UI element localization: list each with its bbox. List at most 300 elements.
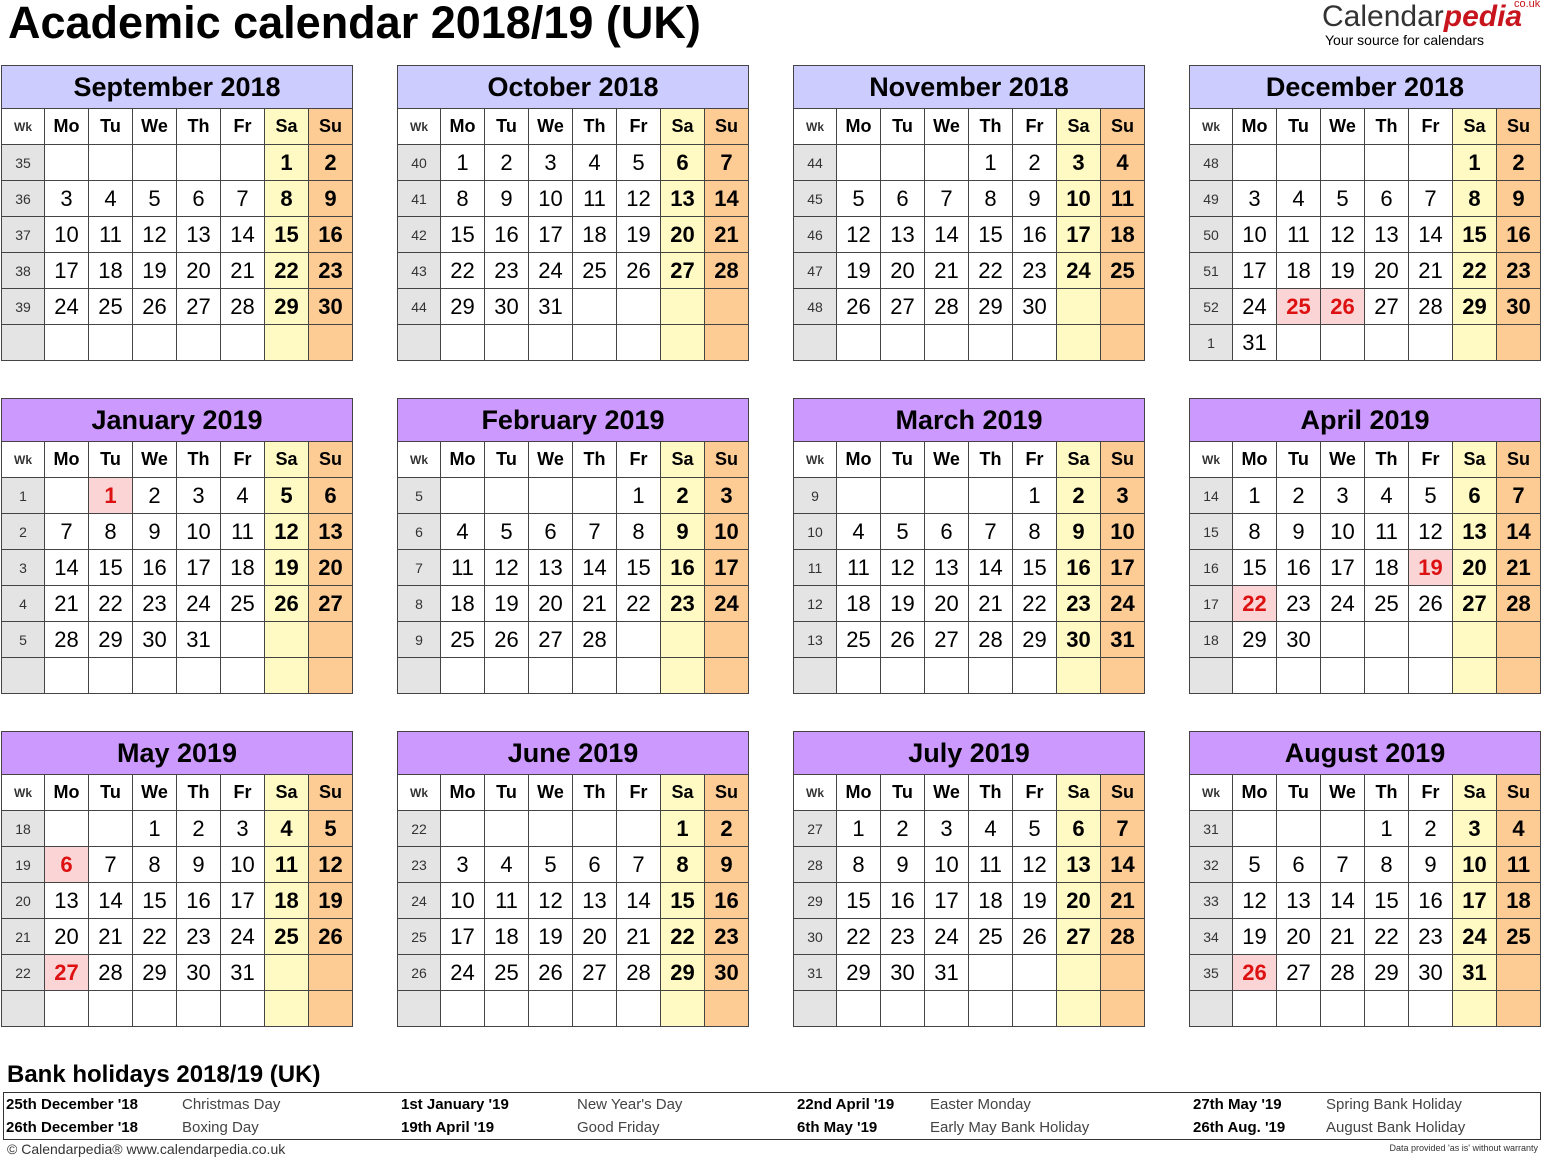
day-cell[interactable]: 6 [529, 514, 573, 550]
day-cell[interactable]: 4 [573, 145, 617, 181]
day-cell[interactable]: 23 [705, 919, 749, 955]
day-cell[interactable]: 20 [45, 919, 89, 955]
day-cell[interactable]: 24 [1057, 253, 1101, 289]
day-cell[interactable]: 26 [529, 955, 573, 991]
day-cell[interactable]: 19 [1013, 883, 1057, 919]
day-cell[interactable]: 11 [1101, 181, 1145, 217]
day-cell[interactable]: 24 [1233, 289, 1277, 325]
day-cell[interactable]: 5 [265, 478, 309, 514]
day-cell[interactable]: 22 [1013, 586, 1057, 622]
day-cell[interactable]: 29 [265, 289, 309, 325]
day-cell[interactable]: 7 [221, 181, 265, 217]
day-cell[interactable]: 3 [1057, 145, 1101, 181]
day-cell[interactable]: 11 [573, 181, 617, 217]
day-cell[interactable]: 24 [925, 919, 969, 955]
day-cell[interactable]: 4 [1277, 181, 1321, 217]
day-cell[interactable]: 26 [1409, 586, 1453, 622]
day-cell[interactable]: 24 [529, 253, 573, 289]
day-cell[interactable]: 19 [1233, 919, 1277, 955]
day-cell[interactable]: 4 [1365, 478, 1409, 514]
day-cell[interactable]: 12 [309, 847, 353, 883]
day-cell[interactable]: 6 [573, 847, 617, 883]
day-cell[interactable]: 6 [1453, 478, 1497, 514]
day-cell[interactable]: 6 [1057, 811, 1101, 847]
day-cell[interactable]: 21 [617, 919, 661, 955]
day-cell[interactable]: 7 [1101, 811, 1145, 847]
day-cell[interactable]: 12 [265, 514, 309, 550]
day-cell[interactable]: 19 [837, 253, 881, 289]
day-cell[interactable]: 25 [485, 955, 529, 991]
day-cell[interactable]: 25 [441, 622, 485, 658]
day-cell[interactable]: 13 [1277, 883, 1321, 919]
day-cell[interactable]: 30 [1409, 955, 1453, 991]
day-cell[interactable]: 28 [1497, 586, 1541, 622]
day-cell[interactable]: 28 [1409, 289, 1453, 325]
day-cell[interactable]: 29 [1365, 955, 1409, 991]
day-cell[interactable]: 29 [969, 289, 1013, 325]
day-cell[interactable]: 19 [529, 919, 573, 955]
day-cell[interactable]: 5 [1233, 847, 1277, 883]
day-cell[interactable]: 16 [1057, 550, 1101, 586]
day-cell[interactable]: 10 [1057, 181, 1101, 217]
day-cell[interactable]: 29 [441, 289, 485, 325]
day-cell[interactable]: 14 [45, 550, 89, 586]
day-cell[interactable]: 4 [485, 847, 529, 883]
day-cell[interactable]: 24 [1321, 586, 1365, 622]
day-cell[interactable]: 16 [1013, 217, 1057, 253]
day-cell[interactable]: 11 [485, 883, 529, 919]
day-cell[interactable]: 22 [441, 253, 485, 289]
day-cell[interactable]: 27 [177, 289, 221, 325]
day-cell[interactable]: 20 [309, 550, 353, 586]
day-cell[interactable]: 28 [969, 622, 1013, 658]
day-cell[interactable]: 18 [1365, 550, 1409, 586]
day-cell[interactable]: 2 [705, 811, 749, 847]
day-cell[interactable]: 12 [1013, 847, 1057, 883]
day-cell[interactable]: 18 [573, 217, 617, 253]
day-cell[interactable]: 29 [1233, 622, 1277, 658]
day-cell[interactable]: 8 [661, 847, 705, 883]
day-cell[interactable]: 21 [969, 586, 1013, 622]
day-cell[interactable]: 9 [1277, 514, 1321, 550]
day-cell[interactable]: 15 [133, 883, 177, 919]
day-cell[interactable]: 16 [1497, 217, 1541, 253]
day-cell[interactable]: 23 [1497, 253, 1541, 289]
day-cell[interactable]: 3 [1453, 811, 1497, 847]
day-cell[interactable]: 6 [661, 145, 705, 181]
day-cell[interactable]: 6 [1277, 847, 1321, 883]
day-cell[interactable]: 6 [1365, 181, 1409, 217]
day-cell[interactable]: 5 [617, 145, 661, 181]
day-cell[interactable]: 9 [1497, 181, 1541, 217]
day-cell[interactable]: 16 [1277, 550, 1321, 586]
day-cell[interactable]: 19 [1321, 253, 1365, 289]
day-cell[interactable]: 15 [89, 550, 133, 586]
day-cell[interactable]: 30 [1277, 622, 1321, 658]
day-cell[interactable]: 21 [1321, 919, 1365, 955]
day-cell[interactable]: 22 [969, 253, 1013, 289]
day-cell[interactable]: 22 [265, 253, 309, 289]
day-cell[interactable]: 19 [309, 883, 353, 919]
day-cell[interactable]: 17 [925, 883, 969, 919]
day-cell[interactable]: 18 [485, 919, 529, 955]
day-cell[interactable]: 20 [925, 586, 969, 622]
day-cell[interactable]: 14 [925, 217, 969, 253]
day-cell[interactable]: 5 [837, 181, 881, 217]
day-cell[interactable]: 14 [221, 217, 265, 253]
day-cell[interactable]: 1 [617, 478, 661, 514]
day-cell[interactable]: 30 [1013, 289, 1057, 325]
day-cell[interactable]: 21 [573, 586, 617, 622]
day-cell[interactable]: 5 [1013, 811, 1057, 847]
day-cell[interactable]: 1 [1365, 811, 1409, 847]
day-cell[interactable]: 24 [45, 289, 89, 325]
day-cell[interactable]: 12 [1409, 514, 1453, 550]
day-cell[interactable]: 19 [1409, 550, 1453, 586]
day-cell[interactable]: 8 [265, 181, 309, 217]
day-cell[interactable]: 10 [1233, 217, 1277, 253]
day-cell[interactable]: 9 [309, 181, 353, 217]
day-cell[interactable]: 12 [881, 550, 925, 586]
day-cell[interactable]: 3 [705, 478, 749, 514]
day-cell[interactable]: 23 [133, 586, 177, 622]
day-cell[interactable]: 22 [661, 919, 705, 955]
day-cell[interactable]: 1 [89, 478, 133, 514]
day-cell[interactable]: 14 [969, 550, 1013, 586]
day-cell[interactable]: 2 [309, 145, 353, 181]
day-cell[interactable]: 15 [661, 883, 705, 919]
day-cell[interactable]: 2 [1409, 811, 1453, 847]
day-cell[interactable]: 30 [177, 955, 221, 991]
day-cell[interactable]: 26 [309, 919, 353, 955]
day-cell[interactable]: 18 [221, 550, 265, 586]
day-cell[interactable]: 4 [1497, 811, 1541, 847]
day-cell[interactable]: 17 [1453, 883, 1497, 919]
day-cell[interactable]: 2 [177, 811, 221, 847]
day-cell[interactable]: 8 [617, 514, 661, 550]
day-cell[interactable]: 5 [309, 811, 353, 847]
day-cell[interactable]: 16 [1409, 883, 1453, 919]
day-cell[interactable]: 1 [969, 145, 1013, 181]
day-cell[interactable]: 2 [133, 478, 177, 514]
day-cell[interactable]: 12 [1321, 217, 1365, 253]
day-cell[interactable]: 13 [1453, 514, 1497, 550]
day-cell[interactable]: 8 [133, 847, 177, 883]
day-cell[interactable]: 14 [705, 181, 749, 217]
day-cell[interactable]: 30 [1497, 289, 1541, 325]
day-cell[interactable]: 3 [925, 811, 969, 847]
day-cell[interactable]: 28 [221, 289, 265, 325]
day-cell[interactable]: 21 [45, 586, 89, 622]
day-cell[interactable]: 18 [441, 586, 485, 622]
day-cell[interactable]: 18 [1101, 217, 1145, 253]
day-cell[interactable]: 29 [89, 622, 133, 658]
day-cell[interactable]: 20 [661, 217, 705, 253]
day-cell[interactable]: 22 [133, 919, 177, 955]
day-cell[interactable]: 8 [969, 181, 1013, 217]
day-cell[interactable]: 17 [221, 883, 265, 919]
day-cell[interactable]: 13 [309, 514, 353, 550]
day-cell[interactable]: 30 [485, 289, 529, 325]
day-cell[interactable]: 9 [705, 847, 749, 883]
day-cell[interactable]: 30 [881, 955, 925, 991]
day-cell[interactable]: 19 [133, 253, 177, 289]
day-cell[interactable]: 17 [705, 550, 749, 586]
day-cell[interactable]: 17 [441, 919, 485, 955]
day-cell[interactable]: 2 [661, 478, 705, 514]
day-cell[interactable]: 11 [441, 550, 485, 586]
day-cell[interactable]: 20 [881, 253, 925, 289]
day-cell[interactable]: 26 [133, 289, 177, 325]
day-cell[interactable]: 27 [1277, 955, 1321, 991]
day-cell[interactable]: 29 [661, 955, 705, 991]
day-cell[interactable]: 16 [309, 217, 353, 253]
day-cell[interactable]: 29 [133, 955, 177, 991]
day-cell[interactable]: 7 [705, 145, 749, 181]
day-cell[interactable]: 21 [1409, 253, 1453, 289]
day-cell[interactable]: 15 [265, 217, 309, 253]
day-cell[interactable]: 25 [573, 253, 617, 289]
day-cell[interactable]: 10 [1321, 514, 1365, 550]
day-cell[interactable]: 1 [133, 811, 177, 847]
day-cell[interactable]: 10 [1453, 847, 1497, 883]
day-cell[interactable]: 2 [485, 145, 529, 181]
day-cell[interactable]: 11 [89, 217, 133, 253]
day-cell[interactable]: 23 [1409, 919, 1453, 955]
day-cell[interactable]: 26 [1321, 289, 1365, 325]
day-cell[interactable]: 27 [881, 289, 925, 325]
day-cell[interactable]: 23 [881, 919, 925, 955]
day-cell[interactable]: 23 [485, 253, 529, 289]
day-cell[interactable]: 8 [89, 514, 133, 550]
day-cell[interactable]: 9 [485, 181, 529, 217]
day-cell[interactable]: 31 [925, 955, 969, 991]
day-cell[interactable]: 31 [1233, 325, 1277, 361]
day-cell[interactable]: 10 [45, 217, 89, 253]
day-cell[interactable]: 24 [177, 586, 221, 622]
day-cell[interactable]: 22 [1365, 919, 1409, 955]
day-cell[interactable]: 9 [1057, 514, 1101, 550]
day-cell[interactable]: 31 [1101, 622, 1145, 658]
day-cell[interactable]: 28 [573, 622, 617, 658]
day-cell[interactable]: 26 [617, 253, 661, 289]
day-cell[interactable]: 12 [529, 883, 573, 919]
day-cell[interactable]: 7 [45, 514, 89, 550]
day-cell[interactable]: 17 [1321, 550, 1365, 586]
day-cell[interactable]: 27 [1057, 919, 1101, 955]
day-cell[interactable]: 12 [837, 217, 881, 253]
day-cell[interactable]: 27 [309, 586, 353, 622]
day-cell[interactable]: 9 [1409, 847, 1453, 883]
day-cell[interactable]: 8 [441, 181, 485, 217]
day-cell[interactable]: 2 [881, 811, 925, 847]
day-cell[interactable]: 13 [1057, 847, 1101, 883]
day-cell[interactable]: 21 [705, 217, 749, 253]
day-cell[interactable]: 12 [1233, 883, 1277, 919]
day-cell[interactable]: 13 [529, 550, 573, 586]
day-cell[interactable]: 12 [133, 217, 177, 253]
day-cell[interactable]: 28 [1101, 919, 1145, 955]
day-cell[interactable]: 24 [441, 955, 485, 991]
day-cell[interactable]: 11 [265, 847, 309, 883]
day-cell[interactable]: 17 [1233, 253, 1277, 289]
day-cell[interactable]: 28 [705, 253, 749, 289]
day-cell[interactable]: 31 [177, 622, 221, 658]
day-cell[interactable]: 13 [573, 883, 617, 919]
day-cell[interactable]: 5 [881, 514, 925, 550]
day-cell[interactable]: 9 [177, 847, 221, 883]
day-cell[interactable]: 4 [441, 514, 485, 550]
day-cell[interactable]: 1 [661, 811, 705, 847]
day-cell[interactable]: 30 [133, 622, 177, 658]
day-cell[interactable]: 10 [441, 883, 485, 919]
day-cell[interactable]: 2 [1497, 145, 1541, 181]
day-cell[interactable]: 25 [969, 919, 1013, 955]
day-cell[interactable]: 3 [1233, 181, 1277, 217]
day-cell[interactable]: 21 [89, 919, 133, 955]
day-cell[interactable]: 25 [837, 622, 881, 658]
day-cell[interactable]: 8 [1233, 514, 1277, 550]
day-cell[interactable]: 26 [837, 289, 881, 325]
day-cell[interactable]: 15 [1365, 883, 1409, 919]
day-cell[interactable]: 16 [485, 217, 529, 253]
day-cell[interactable]: 21 [221, 253, 265, 289]
day-cell[interactable]: 4 [969, 811, 1013, 847]
day-cell[interactable]: 8 [1453, 181, 1497, 217]
day-cell[interactable]: 20 [1365, 253, 1409, 289]
day-cell[interactable]: 14 [573, 550, 617, 586]
day-cell[interactable]: 26 [485, 622, 529, 658]
day-cell[interactable]: 7 [925, 181, 969, 217]
day-cell[interactable]: 18 [969, 883, 1013, 919]
day-cell[interactable]: 28 [925, 289, 969, 325]
day-cell[interactable]: 15 [837, 883, 881, 919]
day-cell[interactable]: 31 [1453, 955, 1497, 991]
day-cell[interactable]: 4 [221, 478, 265, 514]
day-cell[interactable]: 23 [1013, 253, 1057, 289]
day-cell[interactable]: 13 [177, 217, 221, 253]
day-cell[interactable]: 25 [89, 289, 133, 325]
day-cell[interactable]: 29 [1453, 289, 1497, 325]
day-cell[interactable]: 24 [1101, 586, 1145, 622]
day-cell[interactable]: 20 [1057, 883, 1101, 919]
day-cell[interactable]: 9 [133, 514, 177, 550]
day-cell[interactable]: 14 [1101, 847, 1145, 883]
day-cell[interactable]: 23 [309, 253, 353, 289]
day-cell[interactable]: 18 [1497, 883, 1541, 919]
day-cell[interactable]: 8 [1013, 514, 1057, 550]
day-cell[interactable]: 27 [661, 253, 705, 289]
day-cell[interactable]: 6 [881, 181, 925, 217]
day-cell[interactable]: 19 [265, 550, 309, 586]
day-cell[interactable]: 20 [529, 586, 573, 622]
day-cell[interactable]: 5 [1321, 181, 1365, 217]
day-cell[interactable]: 11 [837, 550, 881, 586]
day-cell[interactable]: 28 [1321, 955, 1365, 991]
day-cell[interactable]: 13 [661, 181, 705, 217]
day-cell[interactable]: 26 [1233, 955, 1277, 991]
day-cell[interactable]: 24 [221, 919, 265, 955]
day-cell[interactable]: 11 [1365, 514, 1409, 550]
day-cell[interactable]: 15 [1013, 550, 1057, 586]
day-cell[interactable]: 14 [617, 883, 661, 919]
day-cell[interactable]: 19 [881, 586, 925, 622]
day-cell[interactable]: 1 [1233, 478, 1277, 514]
day-cell[interactable]: 27 [529, 622, 573, 658]
day-cell[interactable]: 11 [969, 847, 1013, 883]
day-cell[interactable]: 7 [89, 847, 133, 883]
day-cell[interactable]: 18 [837, 586, 881, 622]
day-cell[interactable]: 22 [1453, 253, 1497, 289]
day-cell[interactable]: 26 [881, 622, 925, 658]
day-cell[interactable]: 26 [1013, 919, 1057, 955]
day-cell[interactable]: 27 [573, 955, 617, 991]
day-cell[interactable]: 7 [1497, 478, 1541, 514]
day-cell[interactable]: 23 [177, 919, 221, 955]
day-cell[interactable]: 22 [89, 586, 133, 622]
day-cell[interactable]: 11 [1497, 847, 1541, 883]
day-cell[interactable]: 5 [485, 514, 529, 550]
day-cell[interactable]: 24 [705, 586, 749, 622]
day-cell[interactable]: 2 [1057, 478, 1101, 514]
day-cell[interactable]: 30 [1057, 622, 1101, 658]
day-cell[interactable]: 14 [89, 883, 133, 919]
day-cell[interactable]: 29 [1013, 622, 1057, 658]
day-cell[interactable]: 4 [265, 811, 309, 847]
day-cell[interactable]: 10 [529, 181, 573, 217]
day-cell[interactable]: 1 [441, 145, 485, 181]
day-cell[interactable]: 22 [1233, 586, 1277, 622]
day-cell[interactable]: 10 [925, 847, 969, 883]
day-cell[interactable]: 1 [1453, 145, 1497, 181]
day-cell[interactable]: 14 [1321, 883, 1365, 919]
day-cell[interactable]: 23 [1277, 586, 1321, 622]
day-cell[interactable]: 14 [1497, 514, 1541, 550]
day-cell[interactable]: 17 [177, 550, 221, 586]
day-cell[interactable]: 17 [45, 253, 89, 289]
day-cell[interactable]: 20 [177, 253, 221, 289]
day-cell[interactable]: 28 [617, 955, 661, 991]
day-cell[interactable]: 31 [529, 289, 573, 325]
day-cell[interactable]: 15 [969, 217, 1013, 253]
day-cell[interactable]: 25 [265, 919, 309, 955]
day-cell[interactable]: 25 [221, 586, 265, 622]
day-cell[interactable]: 5 [1409, 478, 1453, 514]
day-cell[interactable]: 3 [45, 181, 89, 217]
day-cell[interactable]: 16 [133, 550, 177, 586]
day-cell[interactable]: 7 [969, 514, 1013, 550]
day-cell[interactable]: 16 [881, 883, 925, 919]
day-cell[interactable]: 23 [1057, 586, 1101, 622]
day-cell[interactable]: 25 [1101, 253, 1145, 289]
day-cell[interactable]: 15 [1453, 217, 1497, 253]
day-cell[interactable]: 20 [1453, 550, 1497, 586]
day-cell[interactable]: 20 [1277, 919, 1321, 955]
day-cell[interactable]: 19 [617, 217, 661, 253]
day-cell[interactable]: 2 [1277, 478, 1321, 514]
day-cell[interactable]: 8 [837, 847, 881, 883]
day-cell[interactable]: 19 [485, 586, 529, 622]
day-cell[interactable]: 9 [661, 514, 705, 550]
day-cell[interactable]: 1 [837, 811, 881, 847]
day-cell[interactable]: 30 [309, 289, 353, 325]
day-cell[interactable]: 18 [265, 883, 309, 919]
day-cell[interactable]: 15 [617, 550, 661, 586]
day-cell[interactable]: 6 [309, 478, 353, 514]
day-cell[interactable]: 3 [221, 811, 265, 847]
day-cell[interactable]: 18 [1277, 253, 1321, 289]
day-cell[interactable]: 14 [1409, 217, 1453, 253]
